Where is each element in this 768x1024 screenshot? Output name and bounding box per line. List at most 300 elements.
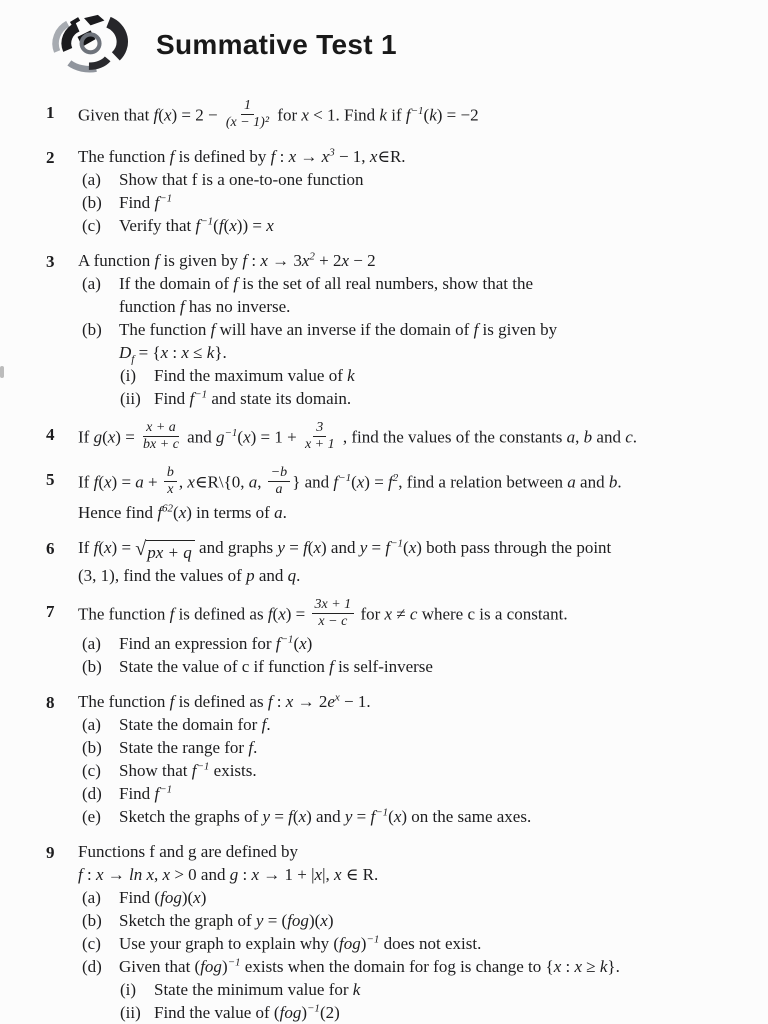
math-var: k xyxy=(379,105,387,125)
superscript: −1 xyxy=(390,536,404,549)
text-run: does not exist. xyxy=(379,933,482,953)
text-run: ) and xyxy=(321,537,360,557)
superscript: −1 xyxy=(194,388,208,401)
text-run: The function xyxy=(78,147,170,167)
text-run: }. xyxy=(214,343,227,363)
math-var: f xyxy=(195,216,201,236)
math-var: k xyxy=(599,956,608,976)
math-var: k xyxy=(352,979,361,999)
fraction-denominator: x + 1 xyxy=(304,437,335,453)
text-run: . xyxy=(296,565,301,585)
text-run: > 0 and xyxy=(170,864,230,884)
text-run: function xyxy=(119,297,180,317)
math-var: x xyxy=(341,251,350,271)
math-var: x xyxy=(288,147,297,167)
text-run: ) on the same axes. xyxy=(401,806,532,826)
superscript: −1 xyxy=(227,956,241,969)
text-run: ∈R. xyxy=(377,147,406,167)
question-body xyxy=(78,596,762,678)
math-var: x xyxy=(103,472,112,492)
math-var: x xyxy=(107,427,116,447)
math-var: x xyxy=(103,537,112,557)
text-run: and xyxy=(254,565,288,585)
math-var: f xyxy=(169,604,175,624)
text-run: ( xyxy=(388,806,394,826)
question-line xyxy=(78,536,758,564)
fraction-denominator: bx + c xyxy=(143,437,179,453)
question-line xyxy=(78,422,758,455)
question-number: 7 xyxy=(46,601,55,621)
math-var: x xyxy=(278,604,286,624)
math-var: f xyxy=(303,537,308,557)
math-var: f xyxy=(370,806,376,826)
text-run: (2) xyxy=(319,1002,340,1022)
superscript: −1 xyxy=(280,633,294,646)
text-run: ) = xyxy=(364,472,389,492)
question-line xyxy=(78,191,758,214)
superscript: 3 xyxy=(329,146,335,159)
text-run: ( xyxy=(223,216,230,236)
text-run: If xyxy=(78,427,94,447)
question-line xyxy=(78,364,758,387)
fraction-numerator: 1 xyxy=(241,98,254,115)
text-run: If the domain of xyxy=(119,274,234,294)
math-var: x xyxy=(162,864,171,884)
text-run: ) = xyxy=(111,472,136,492)
question-line xyxy=(78,318,758,341)
text-run: − 2 xyxy=(349,251,376,271)
text-run: ( xyxy=(292,806,299,826)
question-6 xyxy=(46,536,762,587)
question-body xyxy=(78,690,762,828)
math-var: x xyxy=(369,147,378,167)
text-run: ) = xyxy=(111,537,136,557)
question-number: 8 xyxy=(46,692,55,712)
math-var: f xyxy=(154,251,160,271)
text-run: → 3 xyxy=(267,251,302,271)
math-var: fog xyxy=(279,1002,302,1022)
math-var: f xyxy=(191,760,197,780)
superscript: x xyxy=(334,691,340,704)
text-run: ( xyxy=(98,537,104,557)
question-body xyxy=(78,145,762,237)
text-run: : xyxy=(272,691,286,711)
fraction-numerator: 3x + 1 xyxy=(312,597,355,614)
text-run: ) = 2 − xyxy=(171,105,222,125)
text-run: ∈R\{0, xyxy=(194,472,249,492)
text-run: ( xyxy=(98,472,104,492)
page-header xyxy=(0,0,768,80)
text-run: ) = −2 xyxy=(436,105,479,125)
question-line xyxy=(78,100,758,133)
question-line xyxy=(78,564,758,587)
part-label: (c) xyxy=(82,216,101,236)
question-7 xyxy=(46,596,762,678)
questions-list xyxy=(0,80,768,1024)
math-var: f xyxy=(157,502,163,522)
math-var: p xyxy=(246,565,255,585)
text-run: Use your graph to explain why ( xyxy=(119,933,340,953)
text-run: , xyxy=(575,427,584,447)
part-label: (a) xyxy=(82,887,101,907)
part-label: (ii) xyxy=(120,1002,141,1022)
text-run: Verify that xyxy=(119,216,196,236)
question-line xyxy=(78,978,758,1001)
math-var: c xyxy=(625,427,633,447)
question-line xyxy=(78,387,758,410)
question-5 xyxy=(46,467,762,523)
question-number: 1 xyxy=(46,103,55,122)
math-var: g xyxy=(215,427,225,447)
text-run: ∈ R. xyxy=(341,864,379,884)
subscript: f xyxy=(131,353,135,366)
text-run: is defined as xyxy=(174,691,268,711)
superscript: −1 xyxy=(159,783,173,796)
text-run: )( xyxy=(181,887,194,907)
text-run: ( xyxy=(307,537,314,557)
fraction-denominator: (x − 1)² xyxy=(225,115,270,131)
text-run: , xyxy=(178,472,188,492)
math-var: x xyxy=(408,537,417,557)
text-run: ) in terms of xyxy=(186,502,275,522)
question-line xyxy=(78,168,758,191)
text-run: State the minimum value for xyxy=(154,979,353,999)
text-run: Show that xyxy=(119,760,192,780)
text-run: for xyxy=(356,604,385,624)
question-line xyxy=(119,295,758,318)
text-run: : xyxy=(275,147,289,167)
text-run: ( xyxy=(293,633,300,653)
scan-artifact xyxy=(0,366,4,378)
text-run: where c is a constant. xyxy=(417,604,568,624)
math-var: k xyxy=(206,343,215,363)
math-var: x xyxy=(193,887,201,907)
math-var: f xyxy=(169,147,175,167)
question-body xyxy=(78,100,762,133)
part-label: (b) xyxy=(82,320,102,340)
math-var: x xyxy=(181,343,189,363)
question-line xyxy=(78,655,758,678)
text-run: is given by xyxy=(159,251,243,271)
math-var: f xyxy=(333,472,339,492)
question-line xyxy=(78,249,758,272)
math-var: f xyxy=(153,105,159,125)
math-var: f xyxy=(275,633,281,653)
math-var: a xyxy=(274,502,283,522)
question-body xyxy=(78,422,762,455)
text-run: : xyxy=(168,343,182,363)
question-line xyxy=(78,145,758,168)
question-number: 6 xyxy=(46,538,55,558)
math-var: f xyxy=(473,320,479,340)
text-run: Sketch the graph of xyxy=(119,910,256,930)
text-run: Find xyxy=(154,389,190,409)
math-var: x xyxy=(163,105,172,125)
fraction xyxy=(162,465,179,498)
text-run: } and xyxy=(292,472,334,492)
text-run: has no inverse. xyxy=(184,297,291,317)
question-line xyxy=(78,955,758,978)
math-var: fog xyxy=(287,910,309,930)
math-var: f xyxy=(405,105,411,125)
fraction xyxy=(310,597,357,630)
math-var: a xyxy=(566,427,576,447)
part-label: (ii) xyxy=(120,389,141,409)
text-run: → xyxy=(296,147,322,167)
math-var: f xyxy=(248,737,254,757)
math-var: f xyxy=(267,691,273,711)
math-var: x xyxy=(299,633,307,653)
math-var: f xyxy=(169,691,175,711)
text-run: exists when the domain for fog is change to { xyxy=(240,956,554,976)
text-run: ( xyxy=(351,472,357,492)
text-run: : xyxy=(247,251,261,271)
text-run: : xyxy=(238,864,252,884)
math-var: f xyxy=(189,389,195,409)
fraction-denominator: a xyxy=(275,482,283,498)
math-var: e xyxy=(327,691,335,711)
math-var: x xyxy=(266,216,274,236)
math-var: x xyxy=(260,251,268,271)
question-number: 5 xyxy=(46,470,55,490)
text-run: ( xyxy=(272,604,279,624)
radicand: px + q xyxy=(146,540,195,564)
text-run: exists. xyxy=(209,760,257,780)
question-8 xyxy=(46,690,762,828)
text-run: The function xyxy=(78,691,170,711)
math-var: y xyxy=(277,537,285,557)
text-run: ( xyxy=(237,427,244,447)
math-var: x xyxy=(574,956,583,976)
part-label: (e) xyxy=(82,806,101,826)
text-run: ) xyxy=(306,633,313,653)
question-body xyxy=(78,840,762,1024)
math-var: f xyxy=(218,216,224,236)
text-run: ( xyxy=(423,105,430,125)
question-body xyxy=(78,536,762,587)
question-line xyxy=(78,690,758,713)
math-var: f xyxy=(288,806,293,826)
text-run: . xyxy=(282,502,287,522)
text-run: , find the values of the constants xyxy=(338,427,567,447)
question-line xyxy=(78,467,758,500)
question-line xyxy=(119,341,758,364)
question-line xyxy=(78,713,758,736)
math-var: fog xyxy=(200,956,222,976)
text-run: + 2 xyxy=(314,251,342,271)
text-run: = xyxy=(352,806,371,826)
math-var: g xyxy=(93,427,103,447)
part-label: (d) xyxy=(82,956,102,976)
question-line xyxy=(78,596,758,632)
part-label: (a) xyxy=(82,170,101,190)
text-run: ) xyxy=(200,887,207,907)
fraction-denominator: x xyxy=(167,482,174,498)
text-run: Hence find xyxy=(78,502,158,522)
math-var: x xyxy=(285,691,294,711)
math-var: f xyxy=(154,783,160,803)
question-line xyxy=(78,759,758,782)
question-line xyxy=(78,272,758,295)
question-line xyxy=(78,214,758,237)
text-run: = ( xyxy=(263,910,288,930)
text-run: The function xyxy=(119,320,211,340)
text-run: < 1. Find xyxy=(308,105,380,125)
math-var: f xyxy=(179,297,185,317)
math-var: f xyxy=(388,472,393,492)
text-run: }. xyxy=(607,956,620,976)
text-run: is defined by xyxy=(174,147,271,167)
radical-sign-icon: √ xyxy=(135,537,147,560)
math-var: ln x xyxy=(129,864,155,884)
math-var: f xyxy=(329,656,334,676)
math-var: a xyxy=(248,472,258,492)
text-run: = xyxy=(284,537,304,557)
text-run: , xyxy=(154,864,163,884)
text-run: , find a relation between xyxy=(398,472,568,492)
math-var: f xyxy=(93,472,99,492)
question-body xyxy=(78,249,762,410)
text-run: ≤ xyxy=(188,343,207,363)
question-line xyxy=(78,736,758,759)
text-run: State the value of c if function xyxy=(119,656,330,676)
text-run: and xyxy=(592,427,626,447)
superscript: −1 xyxy=(375,806,389,819)
question-3 xyxy=(46,249,762,410)
math-var: x xyxy=(553,956,562,976)
question-line xyxy=(78,863,758,886)
math-var: x xyxy=(178,502,187,522)
text-run: . xyxy=(266,714,271,734)
math-var: y xyxy=(359,537,368,557)
text-run: : xyxy=(561,956,575,976)
text-run: if xyxy=(386,105,406,125)
superscript: 2 xyxy=(309,250,315,263)
question-9 xyxy=(46,840,762,1024)
text-run: is self-inverse xyxy=(333,656,433,676)
text-run: and graphs xyxy=(194,537,278,557)
text-run: Functions f and g are defined by xyxy=(78,841,298,861)
fraction xyxy=(301,420,339,453)
question-line xyxy=(78,840,758,863)
superscript: −1 xyxy=(159,192,173,205)
question-line xyxy=(78,932,758,955)
text-run: Sketch the graphs of xyxy=(119,806,263,826)
math-var: x xyxy=(384,604,393,624)
math-var: x xyxy=(251,864,260,884)
math-var: x xyxy=(187,472,195,492)
math-var: x xyxy=(320,910,328,930)
text-run: : xyxy=(82,864,96,884)
text-run: )( xyxy=(308,910,321,930)
math-var: k xyxy=(347,366,355,386)
text-run: = { xyxy=(134,343,161,363)
text-run: for xyxy=(273,105,302,125)
fraction xyxy=(139,420,183,453)
text-run: Find xyxy=(119,783,155,803)
text-run: ( xyxy=(102,427,108,447)
text-run: . xyxy=(632,427,638,447)
text-run: will have an inverse if the domain of xyxy=(215,320,474,340)
math-var: b xyxy=(583,427,593,447)
part-label: (i) xyxy=(120,366,137,386)
math-var: f xyxy=(385,537,391,557)
text-run: = xyxy=(270,806,289,826)
text-run: ≥ xyxy=(582,956,600,976)
text-run: and xyxy=(575,472,609,492)
math-var: a xyxy=(135,472,144,492)
text-run: Find the value of ( xyxy=(154,1002,280,1022)
text-run: − 1. xyxy=(339,691,371,711)
question-line xyxy=(78,782,758,805)
superscript: −1 xyxy=(366,933,380,946)
part-label: (a) xyxy=(82,714,101,734)
text-run: → 2 xyxy=(293,691,328,711)
fraction-numerator: 3 xyxy=(313,420,326,437)
fraction-numerator: −b xyxy=(268,465,290,482)
math-var: c xyxy=(409,604,418,624)
math-var: x xyxy=(393,806,402,826)
part-label: (i) xyxy=(120,979,137,999)
math-var: f xyxy=(270,147,276,167)
text-run: ) xyxy=(327,910,334,930)
superscript: −1 xyxy=(338,472,352,485)
math-var: f xyxy=(93,537,99,557)
question-2 xyxy=(46,145,762,237)
text-run: , xyxy=(257,472,266,492)
math-var: f xyxy=(233,274,238,294)
text-run: Given that xyxy=(78,105,154,125)
text-run: |, xyxy=(322,864,334,884)
question-4 xyxy=(46,422,762,455)
fraction xyxy=(222,98,273,131)
math-var: f xyxy=(261,714,267,734)
math-var: fog xyxy=(339,933,361,953)
math-var: g xyxy=(229,864,239,884)
superscript: −1 xyxy=(410,104,424,117)
text-run: ) both pass through the point xyxy=(416,537,612,557)
math-var: x xyxy=(160,343,169,363)
text-run: + xyxy=(143,472,162,492)
math-var: f xyxy=(78,864,83,884)
text-run: → xyxy=(103,864,130,884)
math-var: b xyxy=(608,472,618,492)
text-run: . xyxy=(617,472,622,492)
part-label: (d) xyxy=(82,783,102,803)
text-run: is defined as xyxy=(174,604,268,624)
part-label: (c) xyxy=(82,933,101,953)
math-var: f xyxy=(154,193,160,213)
math-var: x xyxy=(301,105,309,125)
text-run: Find the maximum value of xyxy=(154,366,348,386)
math-var: x xyxy=(314,864,323,884)
math-var: x xyxy=(356,472,365,492)
math-var: f xyxy=(267,604,273,624)
math-var: x xyxy=(313,537,322,557)
question-line xyxy=(78,632,758,655)
text-run: A function xyxy=(78,251,155,271)
math-var: x xyxy=(95,864,104,884)
part-label: (b) xyxy=(82,656,102,676)
part-label: (a) xyxy=(82,633,101,653)
superscript: −1 xyxy=(224,427,238,440)
fraction-denominator: x − c xyxy=(318,613,348,629)
math-var: y xyxy=(255,910,264,930)
math-var: fog xyxy=(160,887,182,907)
superscript: 2 xyxy=(392,472,399,485)
text-run: ) = xyxy=(115,427,140,447)
question-number: 3 xyxy=(46,252,55,272)
